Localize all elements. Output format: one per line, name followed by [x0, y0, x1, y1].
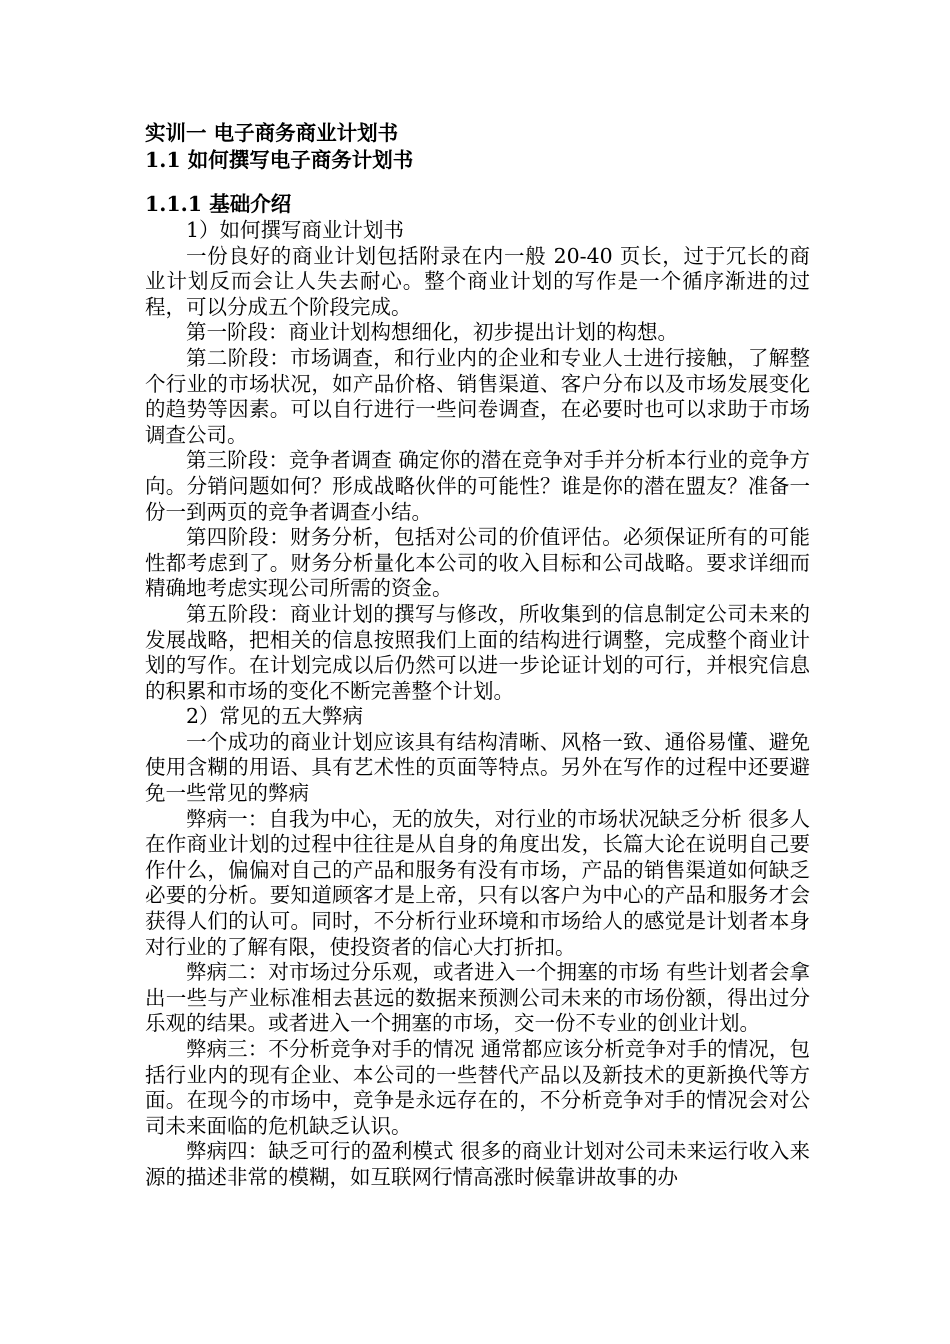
chapter-title: 实训一 电子商务商业计划书 — [145, 121, 399, 145]
paragraph-overview: 一个成功的商业计划应该具有结构清晰、风格一致、通俗易懂、避免使用含糊的用语、具有艺术性的页面等特点。另外在写作的过程中还要避免一些常见的弊病 — [145, 729, 810, 806]
paragraph-list-heading-1: 1）如何撰写商业计划书 — [186, 218, 405, 242]
paragraph-stage-5: 第五阶段：商业计划的撰写与修改，所收集到的信息制定公司未来的发展战略，把相关的信息按照我们上面的结构进行调整，完成整个商业计划的写作。在计划完成以后仍然可以进一步论证计划的可行，并根究信息的积累和市场的变化不断完善整个计划。 — [145, 601, 810, 703]
paragraph-stage-4: 第四阶段：财务分析，包括对公司的价值评估。必须保证所有的可能性都考虑到了。财务分析量化本公司的收入目标和公司战略。要求详细而精确地考虑实现公司所需的资金。 — [145, 525, 810, 601]
paragraph-intro: 一份良好的商业计划包括附录在内一般 20-40 页长，过于冗长的商业计划反而会让人失去耐心。整个商业计划的写作是一个循序渐进的过程，可以分成五个阶段完成。 — [145, 243, 810, 319]
paragraph-stage-1: 第一阶段：商业计划构想细化，初步提出计划的构想。 — [186, 320, 678, 345]
paragraph-flaw-4: 弊病四：缺乏可行的盈利模式 很多的商业计划对公司未来运行收入来源的描述非常的模糊，如互联网行情高涨时候靠讲故事的办 — [145, 1139, 810, 1189]
paragraph-flaw-3: 弊病三：不分析竞争对手的情况 通常都应该分析竞争对手的情况，包括行业内的现有企业、本公司的一些替代产品以及新技术的更新换代等方面。在现今的市场中，竞争是永远存在的，不分析竞争对手的情况会对公司未来面临的危机缺乏认识。 — [145, 1037, 810, 1138]
paragraph-stage-2: 第二阶段：市场调查，和行业内的企业和专业人士进行接触，了解整个行业的市场状况，如产品价格、销售渠道、客户分布以及市场发展变化的趋势等因素。可以自行进行一些问卷调查，在必要时也可以求助于市场调查公司。 — [145, 345, 810, 447]
subsection-heading: 1.1.1 基础介绍 — [145, 192, 292, 216]
paragraph-flaw-2: 弊病二：对市场过分乐观，或者进入一个拥塞的市场 有些计划者会拿出一些与产业标准相去甚远的数据来预测公司未来的市场份额，得出过分乐观的结果。或者进入一个拥塞的市场，交一份不专业的创业计划。 — [145, 960, 810, 1036]
document-body — [145, 120, 810, 1191]
section-heading: 1.1 如何撰写电子商务计划书 — [145, 148, 414, 172]
paragraph-list-heading-2: 2）常见的五大弊病 — [186, 704, 364, 729]
paragraph-stage-3: 第三阶段：竞争者调查 确定你的潜在竞争对手并分析本行业的竞争方向。分销问题如何？形成战略伙伴的可能性？谁是你的潜在盟友？准备一份一到两页的竞争者调查小结。 — [145, 448, 810, 524]
paragraph-flaw-1: 弊病一：自我为中心，无的放失，对行业的市场状况缺乏分析 很多人在作商业计划的过程中往往是从自身的角度出发，长篇大论在说明自己要作什么，偏偏对自己的产品和服务有没有市场，产品的销售渠道如何缺乏必要的分析。要知道顾客才是上帝，只有以客户为中心的产品和服务才会获得人们的认可。同时，不分析行业环境和市场给人的感觉是计划者本身对行业的了解有限，使投资者的信心大打折扣。 — [145, 806, 810, 959]
